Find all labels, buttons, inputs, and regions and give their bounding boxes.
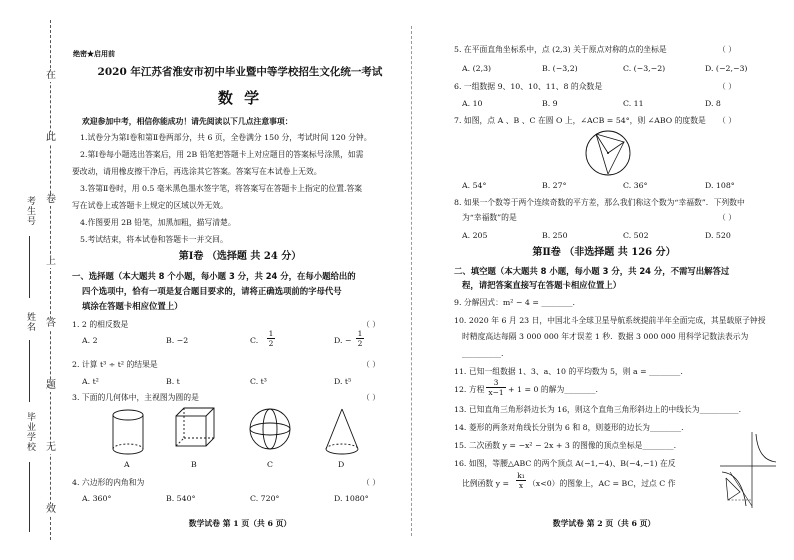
option-b: B. 540° [166, 494, 196, 503]
question-12: + 1 = 0 的解为________. [508, 385, 598, 394]
page-footer: 数学试卷 第 1 页（共 6 页） [188, 519, 292, 528]
option-a: A. 2 [82, 336, 98, 345]
field-label-school: 毕业学校 [25, 412, 35, 452]
note-item: 要改动，请用橡皮擦干净后，再选涂其它答案。答案写在本试卷上无效。 [72, 167, 322, 176]
fraction-denominator: 2 [268, 339, 274, 348]
seal-char: 答 [46, 318, 56, 329]
option-a: A. 10 [462, 99, 483, 108]
question-10: 10. 2020 年 6 月 23 日，中国北斗全球卫星导航系统提前半年全面完成，其星载原子钟授 [454, 316, 766, 325]
option-a: A. 54° [462, 181, 487, 190]
option-c: C. [250, 336, 259, 345]
question-4: 4. 六边形的内角和为 [72, 478, 145, 487]
option-a: A. t² [82, 377, 99, 386]
seal-char: 题 [46, 380, 56, 391]
note-item: 写在试卷上或答题卡上规定的区域以外无效。 [72, 201, 228, 210]
cone-shape [326, 409, 358, 454]
option-b: B. 27° [542, 181, 567, 190]
answer-paren: （ ） [362, 393, 381, 402]
option-a: A. 205 [462, 231, 488, 240]
page-footer: 数学试卷 第 2 页（共 6 页） [552, 519, 656, 528]
option-c: C. 720° [250, 494, 280, 503]
option-b: B. (−3,2) [542, 64, 578, 73]
note-item: 3.答第Ⅱ卷时，用 0.5 毫米黑色墨水签字笔，将答案写在答题卡上指定的位置.答案 [80, 184, 363, 193]
option-a: A. 360° [82, 494, 112, 503]
answer-paren: （ ） [362, 478, 381, 487]
seal-char: 效 [46, 504, 56, 515]
fraction-numerator: k₁ [517, 471, 525, 480]
fraction-denominator: x [518, 481, 524, 490]
fraction [516, 471, 526, 490]
option-c: C. 36° [623, 181, 648, 190]
hyperbola-figure [716, 430, 778, 510]
fraction-denominator: 2 [357, 339, 363, 348]
question-11: 11. 已知一组数据 1、3、a、10 的平均数为 5，则 a = ________. [454, 367, 683, 376]
question-10: __________. [462, 349, 504, 358]
field-label-name: 姓名 [25, 312, 35, 332]
question-16: （x<0）的图象上，AC = BC，过点 C 作 [528, 479, 676, 488]
question-16: 比例函数 y = [462, 479, 510, 488]
cylinder-shape [113, 410, 143, 454]
option-d: D. 1080° [334, 494, 369, 503]
field-line [29, 340, 30, 402]
fraction-numerator: 1 [268, 329, 274, 338]
question-1: 1. 2 的相反数是 [72, 320, 129, 329]
page-2 [418, 0, 790, 560]
question-7: 7. 如图，点 A 、B 、C 在圆 O 上，∠ACB = 54°，则 ∠ABO 的度数是 [454, 116, 706, 125]
section-1-instruction: 填涂在答题卡相应位置上） [82, 301, 183, 311]
seal-line [50, 20, 51, 540]
option-b: B. 250 [542, 231, 568, 240]
question-8: 8. 如果一个数等于两个连续奇数的平方差，那么我们称这个数为“幸福数”．下列数中 [454, 198, 745, 207]
answer-paren: （ ） [718, 116, 737, 125]
field-label-exam-number: 考生号 [25, 196, 35, 226]
question-16: 16. 如图，等腰△ABC 的两个顶点 A(−1,−4)、B(−4,−1) 在反 [454, 459, 676, 468]
sphere-shape [250, 409, 290, 449]
question-8: 为“幸福数”的是 [462, 213, 517, 222]
section-2-instruction: 程，请把答案直接写在答题卡相应位置上） [462, 280, 622, 290]
option-d: D. (−2,−3) [705, 64, 748, 73]
section-1-instruction: 四个选项中，恰有一项是复合题目要求的，请将正确选项前的字母代号 [82, 286, 342, 296]
option-a: A. (2,3) [462, 64, 492, 73]
section-1-instruction: 一、选择题（本大题共 8 个小题，每小题 3 分，共 24 分，在每小题给出的 [72, 271, 356, 281]
question-3: 3. 下面的几何体中，主视图为圆的是 [72, 393, 199, 402]
question-2: 2. 计算 t³ ÷ t² 的结果是 [72, 360, 158, 369]
part-2-heading: 第Ⅱ卷 （非选择题 共 126 分） [532, 247, 676, 258]
answer-paren: （ ） [718, 45, 737, 54]
seal-char: 在 [46, 70, 56, 81]
option-b: B. 9 [542, 99, 558, 108]
fraction-numerator: 1 [357, 329, 363, 338]
binding-gutter [0, 0, 70, 560]
note-item: 2.第Ⅰ卷每小题选出答案后，用 2B 铅笔把答题卡上对应题目的答案标号涂黑，如需 [80, 150, 364, 159]
fraction [267, 329, 275, 348]
note-item: 1.试卷分为第Ⅰ卷和第Ⅱ卷两部分，共 6 页，全卷满分 150 分，考试时间 120 分钟。 [80, 133, 372, 142]
fraction-numerator: 3 [486, 378, 506, 388]
option-b: B. −2 [166, 336, 189, 345]
question-6: 6. 一组数据 9、10、10、11、8 的众数是 [454, 82, 603, 91]
welcome-text: 欢迎参加中考，相信你能成功！请先阅读以下几点注意事项： [82, 117, 293, 126]
answer-paren: （ ） [718, 213, 737, 222]
figure-label-b: B [191, 460, 197, 469]
subject-title: 数 学 [217, 89, 263, 107]
field-line [29, 462, 30, 532]
exam-title: 2020 年江苏省淮安市初中毕业暨中等学校招生文化统一考试 [97, 66, 383, 78]
seal-char: 卷 [46, 194, 56, 205]
cube-shape [176, 408, 214, 446]
seal-char: 此 [46, 132, 56, 143]
question-15: 15. 二次函数 y = −x² − 2x + 3 的图像的顶点坐标是________. [454, 441, 677, 450]
answer-paren: （ ） [718, 82, 737, 91]
option-d: D. − [334, 336, 352, 345]
option-d: D. 108° [705, 181, 735, 190]
question-14: 14. 菱形的两条对角线长分别为 6 和 8，则菱形的边长为________. [454, 423, 684, 432]
question-10: 时精度高达每隔 3 000 000 年才误差 1 秒．数据 3 000 000 用科学记数法表示为 [462, 332, 749, 341]
question-9: 9. 分解因式：m² − 4 = ________. [454, 298, 576, 307]
question-12: 12. 方程 [454, 385, 485, 394]
figure-label-d: D [338, 460, 345, 469]
option-c: C. 11 [623, 99, 644, 108]
secret-mark: 绝密★启用前 [73, 49, 115, 58]
note-item: 4.作图要用 2B 铅笔，加黑加粗，描写清楚。 [80, 218, 236, 227]
page-divider [411, 26, 412, 536]
option-d: D. 520 [705, 231, 731, 240]
answer-paren: （ ） [362, 360, 381, 369]
section-2-instruction: 二、填空题（本大题共 8 小题，每小题 3 分，共 24 分，不需写出解答过 [454, 266, 730, 276]
figure-label-c: C [267, 460, 273, 469]
option-c: C. t³ [250, 377, 267, 386]
circle-figure [578, 126, 638, 180]
fraction [486, 378, 506, 397]
field-line [29, 236, 30, 298]
answer-paren: （ ） [362, 320, 381, 329]
question-5: 5. 在平面直角坐标系中，点 (2,3) 关于原点对称的点的坐标是 [454, 45, 667, 54]
option-d: D. t⁵ [334, 377, 352, 386]
option-c: C. 502 [623, 231, 649, 240]
seal-char: 无 [46, 442, 56, 453]
figure-label-a: A [124, 460, 130, 469]
page-1 [70, 0, 410, 560]
question-13: 13. 已知直角三角形斜边长为 16，则这个直角三角形斜边上的中线长为__________. [454, 405, 742, 414]
part-1-heading: 第Ⅰ卷 （选择题 共 24 分） [178, 251, 302, 262]
option-b: B. t [166, 377, 180, 386]
fraction-denominator: x−1 [488, 388, 504, 397]
seal-char: 上 [46, 256, 56, 267]
note-item: 5.考试结束，将本试卷和答题卡一并交回。 [80, 235, 228, 244]
option-d: D. 8 [705, 99, 721, 108]
option-c: C. (−3,−2) [623, 64, 666, 73]
fraction [356, 329, 364, 348]
solids-figure [70, 405, 410, 470]
